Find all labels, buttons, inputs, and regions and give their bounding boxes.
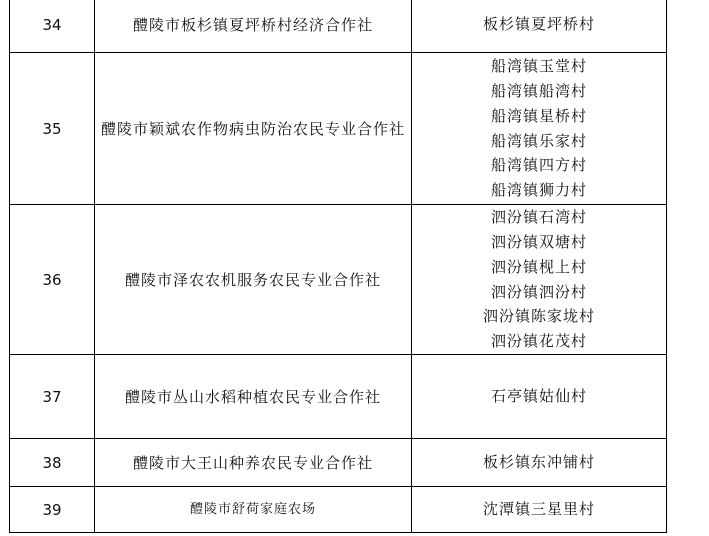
village-cell — [412, 205, 667, 355]
row-number: 36 — [10, 205, 95, 355]
village-name: 船湾镇狮力村 — [490, 181, 587, 200]
village-name: 船湾镇四方村 — [490, 156, 587, 175]
village-name: 船湾镇乐家村 — [490, 131, 587, 150]
village-name: 沈潭镇三星里村 — [482, 500, 595, 519]
village-name: 泗汾镇花茂村 — [490, 332, 587, 351]
village-name: 船湾镇星桥村 — [490, 106, 587, 125]
village-name: 泗汾镇陈家垅村 — [482, 307, 595, 326]
village-cell — [412, 355, 667, 439]
organization-name — [95, 53, 412, 205]
table-row — [10, 355, 667, 439]
row-number: 34 — [10, 0, 95, 53]
row-number: 39 — [10, 487, 95, 533]
table-row — [10, 205, 667, 355]
organization-name: 醴陵市舒荷家庭农场 — [95, 487, 412, 533]
organization-name: 醴陵市板杉镇夏坪桥村经济合作社 — [95, 0, 412, 53]
village-cell — [412, 0, 667, 53]
organization-name: 醴陵市丛山水稻种植农民专业合作社 — [95, 355, 412, 439]
organization-name: 醴陵市泽农农机服务农民专业合作社 — [95, 205, 412, 355]
table-row — [10, 487, 667, 533]
village-name: 板杉镇东冲铺村 — [482, 453, 595, 472]
village-name: 泗汾镇泗汾村 — [490, 282, 587, 301]
village-name: 泗汾镇枧上村 — [490, 257, 587, 276]
village-cell — [412, 53, 667, 205]
organization-name: 醴陵市大王山种养农民专业合作社 — [95, 439, 412, 487]
table-row — [10, 53, 667, 205]
village-name: 板杉镇夏坪桥村 — [482, 15, 595, 34]
village-name: 船湾镇船湾村 — [490, 81, 587, 100]
village-name: 泗汾镇石湾村 — [490, 208, 587, 227]
table-row — [10, 439, 667, 487]
village-name: 泗汾镇双塘村 — [490, 232, 587, 251]
row-number: 38 — [10, 439, 95, 487]
organization-name-text: 醴陵市颖斌农作物病虫防治农民专业合作社 — [101, 119, 406, 138]
cooperative-table — [9, 0, 667, 533]
village-name: 石亭镇姑仙村 — [490, 387, 587, 406]
table-row — [10, 0, 667, 53]
row-number: 37 — [10, 355, 95, 439]
village-cell — [412, 487, 667, 533]
row-number: 35 — [10, 53, 95, 205]
village-name: 船湾镇玉堂村 — [490, 57, 587, 76]
village-cell — [412, 439, 667, 487]
